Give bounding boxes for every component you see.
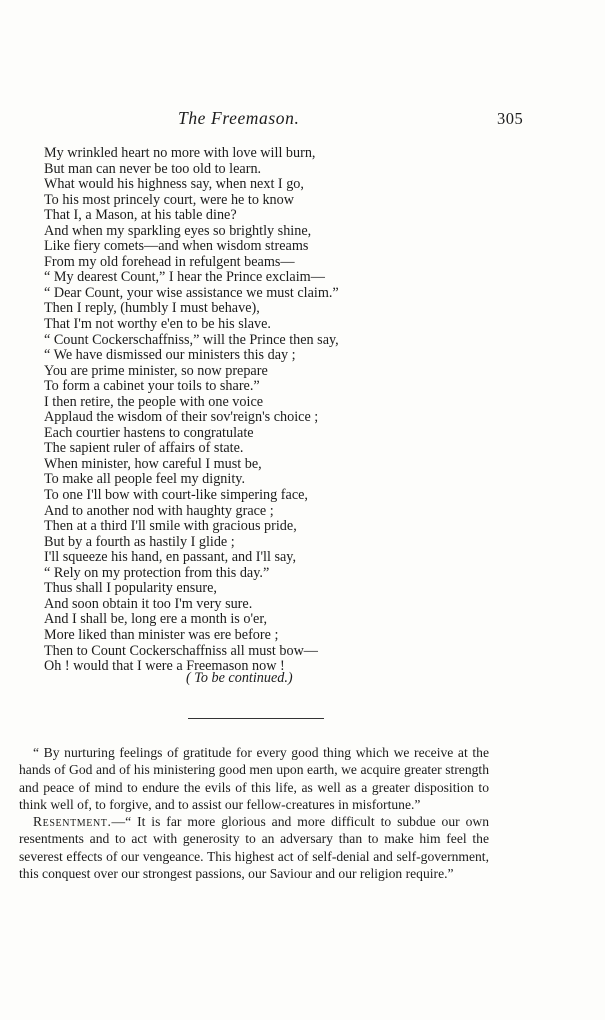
- poem-line: More liked than minister was ere before ;: [44, 626, 279, 643]
- poem-line: What would his highness say, when next I go,: [44, 176, 304, 193]
- poem-line: And to another nod with haughty grace ;: [44, 502, 274, 519]
- section-divider: [188, 718, 324, 719]
- poem-line: That I'm not worthy e'en to be his slave.: [44, 316, 271, 333]
- poem-line: And I shall be, long ere a month is o'er,: [44, 611, 268, 628]
- page-number: 305: [497, 109, 524, 128]
- poem-line: And soon obtain it too I'm very sure.: [44, 595, 253, 612]
- poem-line: But man can never be too old to learn.: [44, 160, 262, 177]
- poem-line: That I, a Mason, at his table dine?: [44, 207, 237, 224]
- poem-line: Oh ! would that I were a Freemason now !: [44, 658, 285, 675]
- to-be-continued-note: ( To be continued.): [186, 670, 293, 686]
- poem-line: Then I reply, (humbly I must behave),: [44, 300, 260, 317]
- poem-line: Each courtier hastens to congratulate: [44, 424, 254, 441]
- poem-line: Then at a third I'll smile with gracious pride,: [44, 518, 297, 535]
- resentment-heading: Resentment.: [33, 814, 112, 830]
- poem-line: And when my sparkling eyes so brightly shine,: [44, 222, 312, 239]
- poem-line: “ Dear Count, your wise assistance we must claim.”: [44, 284, 339, 301]
- poem-line: I then retire, the people with one voice: [44, 393, 264, 410]
- poem-line: Applaud the wisdom of their sov'reign's choice ;: [44, 409, 319, 426]
- poem-line: Like fiery comets—and when wisdom streams: [44, 238, 309, 255]
- poem-line: To his most princely court, were he to know: [44, 191, 294, 208]
- poem-line: “ Count Cockerschaffniss,” will the Prince then say,: [44, 331, 339, 348]
- poem-line: To form a cabinet your toils to share.”: [44, 378, 260, 395]
- poem-line: When minister, how careful I must be,: [44, 455, 262, 472]
- poem-line: My wrinkled heart no more with love will burn,: [44, 145, 316, 161]
- running-title: The Freemason.: [178, 108, 300, 128]
- poem-line: To one I'll bow with court-like simpering face,: [44, 487, 308, 504]
- running-head: [0, 108, 605, 132]
- prose-section: [19, 744, 489, 882]
- poem-line: I'll squeeze his hand, en passant, and I'll say,: [44, 549, 297, 566]
- poem-line: You are prime minister, so now prepare: [44, 362, 268, 379]
- poem-line: But by a fourth as hastily I glide ;: [44, 533, 235, 550]
- poem-line: Then to Count Cockerschaffniss all must bow—: [44, 642, 318, 659]
- poem-line: The sapient ruler of affairs of state.: [44, 440, 244, 457]
- resentment-text: —“ It is far more glorious and more difficult to subdue our own resentments and to act with generosity to an adversary than to make him feel the severest effects of our vengeance. This highest act of self-denial and self-government, this conquest over our strongest passions, our Saviour and our religion require.”: [19, 814, 489, 882]
- gratitude-paragraph: “ By nurturing feelings of gratitude for every good thing which we receive at the hands of God and of his ministering good men upon earth, we acquire greater strength and peace of mind to endure the evils of this life, as well as a greater disposition to think well of, to forgive, and to assist our fellow-creatures in misfortune.”: [19, 745, 489, 812]
- poem-line: To make all people feel my dignity.: [44, 471, 245, 488]
- poem-line: Thus shall I popularity ensure,: [44, 580, 217, 597]
- poem-line: “ We have dismissed our ministers this day ;: [44, 347, 296, 364]
- poem-line: From my old forehead in refulgent beams—: [44, 253, 295, 270]
- resentment-paragraph: [19, 813, 489, 882]
- poem-line: “ My dearest Count,” I hear the Prince exclaim—: [44, 269, 325, 286]
- poem-line: “ Rely on my protection from this day.”: [44, 564, 270, 581]
- poem: [44, 146, 484, 675]
